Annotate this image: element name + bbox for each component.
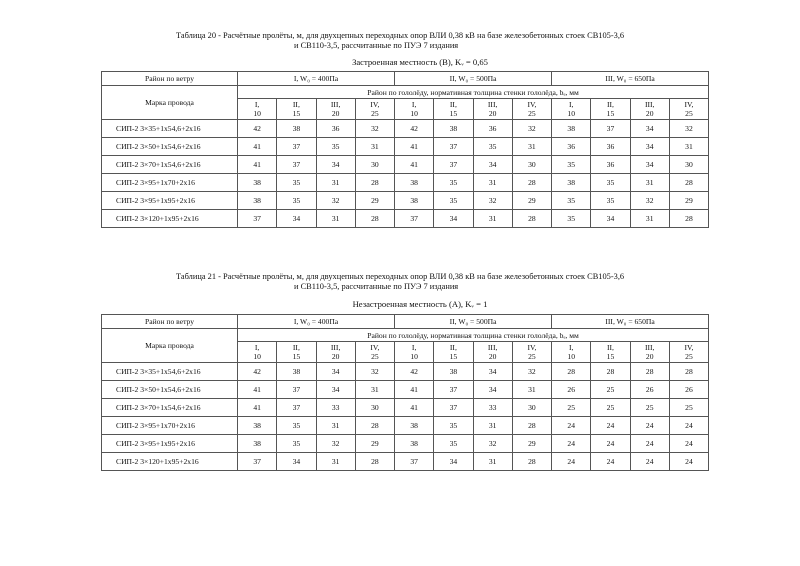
span-value: 38 [238, 174, 277, 192]
ice-thickness: 15 [449, 352, 458, 361]
ice-region-col [591, 342, 630, 363]
table-row [102, 453, 709, 471]
span-value: 29 [669, 192, 708, 210]
wind-region-3: III, W₀ = 650Па [552, 72, 709, 86]
span-value: 34 [473, 381, 512, 399]
span-value: 33 [473, 399, 512, 417]
span-value: 35 [552, 192, 591, 210]
ice-region-col [395, 342, 434, 363]
wire-brand: СИП-2 3×35+1х54,6+2х16 [102, 120, 238, 138]
ice-region-name: III, [330, 343, 341, 352]
span-value: 24 [630, 417, 669, 435]
span-value: 38 [434, 363, 473, 381]
span-value: 36 [316, 120, 355, 138]
span-value: 28 [669, 210, 708, 228]
span-value: 28 [669, 363, 708, 381]
span-value: 34 [630, 120, 669, 138]
ice-region-col [434, 342, 473, 363]
span-value: 31 [630, 210, 669, 228]
ice-region-col [512, 99, 551, 120]
span-value: 31 [316, 174, 355, 192]
span-value: 29 [355, 435, 394, 453]
span-value: 38 [395, 174, 434, 192]
ice-region-col [512, 342, 551, 363]
span-value: 24 [669, 453, 708, 471]
ice-region-name: I, [568, 100, 574, 109]
span-value: 42 [238, 120, 277, 138]
span-value: 35 [434, 174, 473, 192]
span-value: 24 [591, 435, 630, 453]
span-value: 31 [316, 453, 355, 471]
ice-thickness: 25 [371, 352, 379, 361]
table-row [102, 120, 709, 138]
table21-terrain: Незастроенная местность (А), Kᵥ = 1 [352, 299, 488, 309]
span-value: 38 [552, 174, 591, 192]
span-value: 36 [591, 138, 630, 156]
span-value: 33 [316, 399, 355, 417]
ice-region-name: IV, [527, 343, 537, 352]
ice-region-name: I, [411, 100, 417, 109]
span-value: 37 [277, 156, 316, 174]
span-value: 30 [355, 399, 394, 417]
table-row [102, 399, 709, 417]
span-value: 24 [630, 435, 669, 453]
span-value: 37 [434, 381, 473, 399]
ice-region-name: III, [644, 343, 655, 352]
span-value: 24 [552, 453, 591, 471]
span-value: 31 [316, 210, 355, 228]
ice-region-col [316, 99, 355, 120]
ice-thickness: 25 [528, 352, 536, 361]
span-value: 34 [277, 210, 316, 228]
ice-region-col [238, 342, 277, 363]
span-value: 31 [355, 138, 394, 156]
ice-region-col [630, 99, 669, 120]
ice-thickness: 20 [488, 352, 497, 361]
span-value: 28 [630, 363, 669, 381]
ice-thickness: 20 [331, 109, 340, 118]
ice-region-name: I, [254, 100, 260, 109]
span-value: 37 [238, 210, 277, 228]
span-value: 24 [552, 435, 591, 453]
span-value: 41 [238, 381, 277, 399]
span-value: 35 [277, 435, 316, 453]
span-value: 31 [512, 381, 551, 399]
span-value: 36 [591, 156, 630, 174]
wire-brand: СИП-2 3×35+1х54,6+2х16 [102, 363, 238, 381]
ice-region-name: IV, [684, 100, 694, 109]
span-value: 25 [669, 399, 708, 417]
span-value: 34 [316, 381, 355, 399]
span-value: 28 [591, 363, 630, 381]
table21-caption-line1: Таблица 21 - Расчётные пролёты, м, для двухцепных переходных опор ВЛИ 0,38 кВ на базе железобетонных стоек СВ105-3,6 [176, 272, 625, 281]
span-value: 32 [355, 120, 394, 138]
span-value: 37 [277, 381, 316, 399]
span-value: 26 [669, 381, 708, 399]
table-row [102, 435, 709, 453]
span-value: 25 [552, 399, 591, 417]
ice-thickness: 10 [567, 352, 575, 361]
ice-region-col [669, 342, 708, 363]
span-value: 41 [395, 381, 434, 399]
ice-region-name: I, [568, 343, 574, 352]
span-value: 24 [591, 417, 630, 435]
ice-region-name: III, [487, 343, 498, 352]
span-value: 35 [277, 174, 316, 192]
span-value: 34 [630, 156, 669, 174]
span-value: 37 [434, 156, 473, 174]
span-value: 29 [355, 192, 394, 210]
wire-brand: СИП-2 3×95+1х70+2х16 [102, 174, 238, 192]
table-row [102, 174, 709, 192]
wind-region-header: Район по ветру [102, 315, 238, 329]
ice-thickness: 15 [606, 109, 615, 118]
ice-thickness: 10 [253, 352, 261, 361]
span-value: 38 [434, 120, 473, 138]
ice-region-name: I, [411, 343, 417, 352]
ice-region-col [591, 99, 630, 120]
span-value: 32 [512, 363, 551, 381]
table20 [101, 71, 709, 228]
span-value: 34 [434, 210, 473, 228]
ice-region-col [238, 99, 277, 120]
ice-region-col [630, 342, 669, 363]
span-value: 41 [395, 399, 434, 417]
span-value: 37 [591, 120, 630, 138]
span-value: 34 [316, 156, 355, 174]
ice-thickness: 25 [528, 109, 536, 118]
span-value: 38 [238, 435, 277, 453]
span-value: 35 [277, 417, 316, 435]
span-value: 34 [630, 138, 669, 156]
table-row [102, 417, 709, 435]
ice-region-col [473, 99, 512, 120]
wind-region-2: II, W₀ = 500Па [395, 72, 552, 86]
span-value: 31 [512, 138, 551, 156]
wire-brand: СИП-2 3×50+1х54,6+2х16 [102, 138, 238, 156]
span-value: 35 [434, 417, 473, 435]
span-value: 32 [512, 120, 551, 138]
ice-region-name: IV, [370, 100, 380, 109]
ice-thickness: 25 [685, 352, 693, 361]
table-row [102, 210, 709, 228]
span-value: 42 [395, 120, 434, 138]
wire-brand: СИП-2 3×70+1х54,6+2х16 [102, 156, 238, 174]
span-value: 28 [512, 453, 551, 471]
wire-brand: СИП-2 3×120+1х95+2х16 [102, 210, 238, 228]
span-value: 28 [512, 210, 551, 228]
span-value: 31 [630, 174, 669, 192]
span-value: 24 [630, 453, 669, 471]
ice-region-name: IV, [370, 343, 380, 352]
span-value: 31 [473, 174, 512, 192]
span-value: 28 [552, 363, 591, 381]
ice-region-name: I, [254, 343, 260, 352]
span-value: 30 [512, 156, 551, 174]
table-row [102, 381, 709, 399]
span-value: 38 [238, 192, 277, 210]
span-value: 41 [395, 156, 434, 174]
wire-brand: СИП-2 3×50+1х54,6+2х16 [102, 381, 238, 399]
span-value: 32 [316, 435, 355, 453]
span-value: 42 [395, 363, 434, 381]
span-value: 37 [238, 453, 277, 471]
span-value: 36 [552, 138, 591, 156]
span-value: 35 [552, 210, 591, 228]
wind-region-3: III, W₀ = 650Па [552, 315, 709, 329]
span-value: 30 [512, 399, 551, 417]
wire-brand-header: Марка провода [102, 329, 238, 363]
ice-region-col [355, 99, 394, 120]
span-value: 32 [316, 192, 355, 210]
ice-thickness: 20 [488, 109, 497, 118]
table-row [102, 363, 709, 381]
span-value: 42 [238, 363, 277, 381]
ice-thickness: 15 [606, 352, 615, 361]
span-value: 34 [591, 210, 630, 228]
ice-region-col [277, 342, 316, 363]
ice-region-name: IV, [684, 343, 694, 352]
span-value: 37 [277, 399, 316, 417]
wind-region-1: I, W₀ = 400Па [238, 72, 395, 86]
span-value: 41 [238, 138, 277, 156]
span-value: 34 [316, 363, 355, 381]
ice-thickness: 15 [292, 352, 301, 361]
span-value: 32 [630, 192, 669, 210]
span-value: 41 [238, 399, 277, 417]
span-value: 35 [473, 138, 512, 156]
span-value: 34 [473, 363, 512, 381]
ice-region-col [316, 342, 355, 363]
span-value: 28 [355, 453, 394, 471]
span-value: 24 [552, 417, 591, 435]
span-value: 35 [434, 192, 473, 210]
span-value: 31 [669, 138, 708, 156]
wire-brand: СИП-2 3×95+1х70+2х16 [102, 417, 238, 435]
ice-region-name: III, [330, 100, 341, 109]
ice-region-name: III, [644, 100, 655, 109]
span-value: 38 [552, 120, 591, 138]
span-value: 32 [473, 435, 512, 453]
span-value: 24 [669, 417, 708, 435]
ice-region-name: III, [487, 100, 498, 109]
span-value: 31 [473, 417, 512, 435]
span-value: 29 [512, 435, 551, 453]
span-value: 28 [512, 174, 551, 192]
span-value: 26 [552, 381, 591, 399]
span-value: 38 [395, 417, 434, 435]
ice-region-col [552, 342, 591, 363]
span-value: 37 [434, 138, 473, 156]
ice-thickness: 15 [292, 109, 301, 118]
span-value: 25 [630, 399, 669, 417]
wire-brand-header: Марка провода [102, 86, 238, 120]
ice-region-name: II, [606, 343, 614, 352]
span-value: 35 [277, 192, 316, 210]
table21-caption-line2: и СВ110-3,5, рассчитанные по ПУЭ 7 издания [294, 282, 459, 291]
ice-thickness: 25 [371, 109, 379, 118]
table20-caption [176, 31, 736, 51]
ice-region-name: IV, [527, 100, 537, 109]
span-value: 28 [669, 174, 708, 192]
wire-brand: СИП-2 3×95+1х95+2х16 [102, 435, 238, 453]
ice-region-col [355, 342, 394, 363]
ice-region-header: Район по гололёду, нормативная толщина стенки гололёда, bₑ, мм [238, 329, 709, 342]
table20-caption-line1: Таблица 20 - Расчётные пролёты, м, для двухцепных переходных опор ВЛИ 0,38 кВ на базе железобетонных стоек СВ105-3,6 [176, 31, 625, 40]
ice-region-col [552, 99, 591, 120]
wind-region-header: Район по ветру [102, 72, 238, 86]
span-value: 35 [316, 138, 355, 156]
span-value: 31 [473, 210, 512, 228]
table21-caption [176, 272, 736, 292]
span-value: 35 [591, 192, 630, 210]
ice-thickness: 10 [253, 109, 261, 118]
ice-region-col [277, 99, 316, 120]
ice-region-name: II, [292, 100, 300, 109]
span-value: 25 [591, 399, 630, 417]
ice-thickness: 20 [645, 352, 654, 361]
wire-brand: СИП-2 3×95+1х95+2х16 [102, 192, 238, 210]
wind-region-2: II, W₀ = 500Па [395, 315, 552, 329]
ice-region-name: II, [292, 343, 300, 352]
ice-region-col [434, 99, 473, 120]
table-row [102, 138, 709, 156]
wire-brand: СИП-2 3×120+1х95+2х16 [102, 453, 238, 471]
ice-region-col [395, 99, 434, 120]
table20-caption-line2: и СВ110-3,5, рассчитанные по ПУЭ 7 издания [294, 41, 459, 50]
span-value: 38 [238, 417, 277, 435]
span-value: 38 [277, 120, 316, 138]
span-value: 41 [238, 156, 277, 174]
span-value: 36 [473, 120, 512, 138]
table-row [102, 156, 709, 174]
ice-region-header: Район по гололёду, нормативная толщина стенки гололёда, bₑ, мм [238, 86, 709, 99]
span-value: 31 [316, 417, 355, 435]
table21 [101, 314, 709, 471]
wire-brand: СИП-2 3×70+1х54,6+2х16 [102, 399, 238, 417]
ice-thickness: 10 [567, 109, 575, 118]
span-value: 25 [591, 381, 630, 399]
ice-region-col [669, 99, 708, 120]
table20-terrain: Застроенная местность (В), Kᵥ = 0,65 [352, 57, 488, 67]
span-value: 30 [669, 156, 708, 174]
span-value: 28 [355, 210, 394, 228]
span-value: 37 [434, 399, 473, 417]
span-value: 37 [395, 210, 434, 228]
ice-region-name: II, [449, 343, 457, 352]
span-value: 32 [669, 120, 708, 138]
span-value: 32 [473, 192, 512, 210]
table-row [102, 192, 709, 210]
span-value: 26 [630, 381, 669, 399]
span-value: 34 [277, 453, 316, 471]
span-value: 41 [395, 138, 434, 156]
span-value: 31 [355, 381, 394, 399]
span-value: 28 [355, 417, 394, 435]
ice-region-name: II, [449, 100, 457, 109]
ice-thickness: 25 [685, 109, 693, 118]
span-value: 30 [355, 156, 394, 174]
span-value: 35 [434, 435, 473, 453]
span-value: 35 [591, 174, 630, 192]
span-value: 24 [669, 435, 708, 453]
ice-thickness: 10 [410, 352, 418, 361]
span-value: 29 [512, 192, 551, 210]
ice-thickness: 20 [645, 109, 654, 118]
span-value: 28 [512, 417, 551, 435]
ice-thickness: 20 [331, 352, 340, 361]
span-value: 37 [395, 453, 434, 471]
span-value: 38 [395, 192, 434, 210]
ice-thickness: 10 [410, 109, 418, 118]
span-value: 35 [552, 156, 591, 174]
span-value: 34 [434, 453, 473, 471]
span-value: 32 [355, 363, 394, 381]
span-value: 31 [473, 453, 512, 471]
span-value: 38 [395, 435, 434, 453]
span-value: 38 [277, 363, 316, 381]
ice-thickness: 15 [449, 109, 458, 118]
wind-region-1: I, W₀ = 400Па [238, 315, 395, 329]
span-value: 34 [473, 156, 512, 174]
span-value: 37 [277, 138, 316, 156]
span-value: 24 [591, 453, 630, 471]
ice-region-name: II, [606, 100, 614, 109]
span-value: 28 [355, 174, 394, 192]
ice-region-col [473, 342, 512, 363]
